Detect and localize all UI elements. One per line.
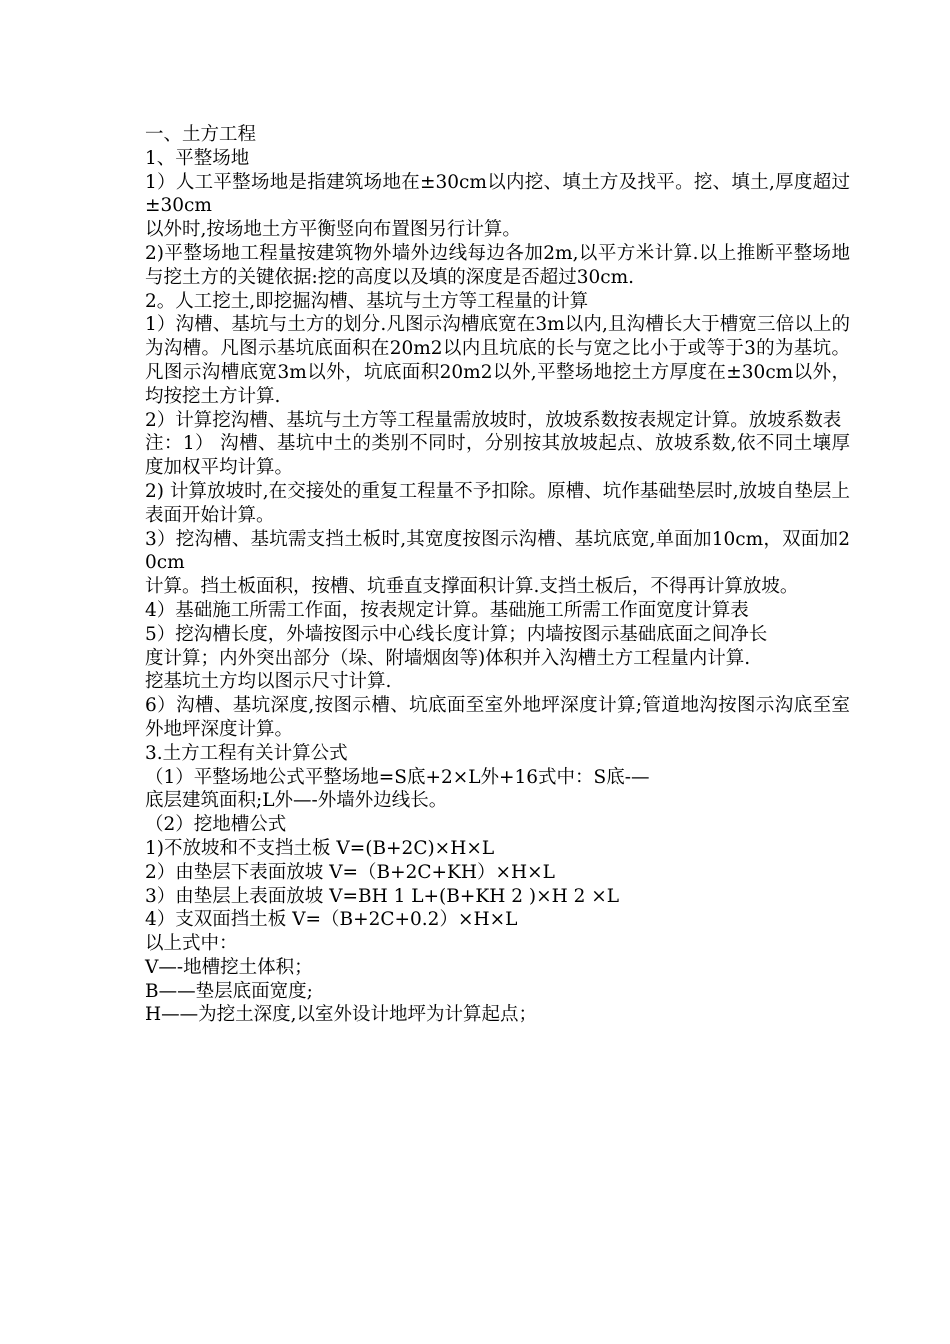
formula-double-board: 4）支双面挡土板 V=（B+2C+0.2）×H×L [145, 909, 518, 931]
heading-earthwork: 一、土方工程 [145, 124, 257, 145]
paragraph-note-1: 注：1） 沟槽、基坑中土的类别不同时，分别按其放坡起点、放坡系数,依不同土壤厚度加权平均计算。 [145, 433, 850, 479]
heading-trench-formula: （2）挖地槽公式 [145, 814, 287, 836]
paragraph-manual-leveling-cont: 以外时,按场地土方平衡竖向布置图另行计算。 [145, 219, 521, 241]
paragraph-working-face: 4）基础施工所需工作面，按表规定计算。基础施工所需工作面宽度计算表 [145, 599, 749, 621]
heading-site-leveling: 1、平整场地 [145, 147, 250, 169]
definition-v: V—-地槽挖土体积； [145, 956, 313, 978]
definition-h: H——为挖土深度,以室外设计地坪为计算起点； [145, 1004, 538, 1026]
formula-site-leveling-cont: 底层建筑面积;L外—-外墙外边线长。 [145, 790, 448, 812]
paragraph-manual-leveling: 1）人工平整场地是指建筑场地在±30cm以内挖、填土方及找平。挖、填土,厚度超过±30cm [145, 171, 850, 217]
document-page [145, 123, 850, 1027]
paragraph-retaining-board-cont: 计算。挡土板面积，按槽、坑垂直支撑面积计算.支挡土板后，不得再计算放坡。 [145, 576, 799, 598]
formula-site-leveling: （1）平整场地公式平整场地=S底+2×L外+16式中：S底-— [145, 766, 650, 788]
paragraph-note-2: 2) 计算放坡时,在交接处的重复工程量不予扣除。原槽、坑作基础垫层时,放坡自垫层上表面开始计算。 [145, 480, 850, 526]
definition-b: B——垫层底面宽度; [145, 980, 313, 1002]
heading-formulas: 3.土方工程有关计算公式 [145, 742, 348, 764]
formula-no-slope: 1)不放坡和不支挡土板 V=(B+2C)×H×L [145, 837, 495, 859]
paragraph-trench-pit-division: 1）沟槽、基坑与土方的划分.凡图示沟槽底宽在3m以内,且沟槽长大于槽宽三倍以上的为沟槽。凡图示基坑底面积在20m2以内且坑底的长与宽之比小于或等于3的为基坑。凡图示沟槽底宽3m以外，坑底面积20m2以外,平整场地挖土方厚度在±30cm以外，均按挖土方计算. [145, 314, 850, 407]
paragraph-trench-length-cont: 度计算；内外突出部分（垛、附墙烟囱等)体积并入沟槽土方工程量内计算. [145, 647, 751, 669]
formula-slope-upper: 3）由垫层上表面放坡 V=BH 1 L+(B+KH 2 )×H 2 ×L [145, 885, 620, 907]
paragraph-trench-length: 5）挖沟槽长度，外墙按图示中心线长度计算；内墙按图示基础底面之间净长 [145, 623, 768, 645]
paragraph-retaining-board: 3）挖沟槽、基坑需支挡土板时,其宽度按图示沟槽、基坑底宽,单面加10cm，双面加20cm [145, 528, 850, 574]
paragraph-leveling-quantity: 2)平整场地工程量按建筑物外墙外边线每边各加2m,以平方米计算.以上推断平整场地与挖土方的关键依据:挖的高度以及填的深度是否超过30cm. [145, 242, 850, 288]
formula-where: 以上式中： [145, 933, 238, 955]
paragraph-trench-depth: 6）沟槽、基坑深度,按图示槽、坑底面至室外地坪深度计算;管道地沟按图示沟底至室外地坪深度计算。 [145, 695, 850, 740]
formula-slope-lower: 2）由垫层下表面放坡 V=（B+2C+KH）×H×L [145, 861, 555, 883]
paragraph-pit-volume: 挖基坑土方均以图示尺寸计算. [145, 671, 392, 693]
paragraph-slope-coefficient: 2）计算挖沟槽、基坑与土方等工程量需放坡时，放坡系数按表规定计算。放坡系数表 [145, 409, 842, 431]
heading-manual-excavation: 2。人工挖土,即挖掘沟槽、基坑与土方等工程量的计算 [145, 290, 589, 312]
